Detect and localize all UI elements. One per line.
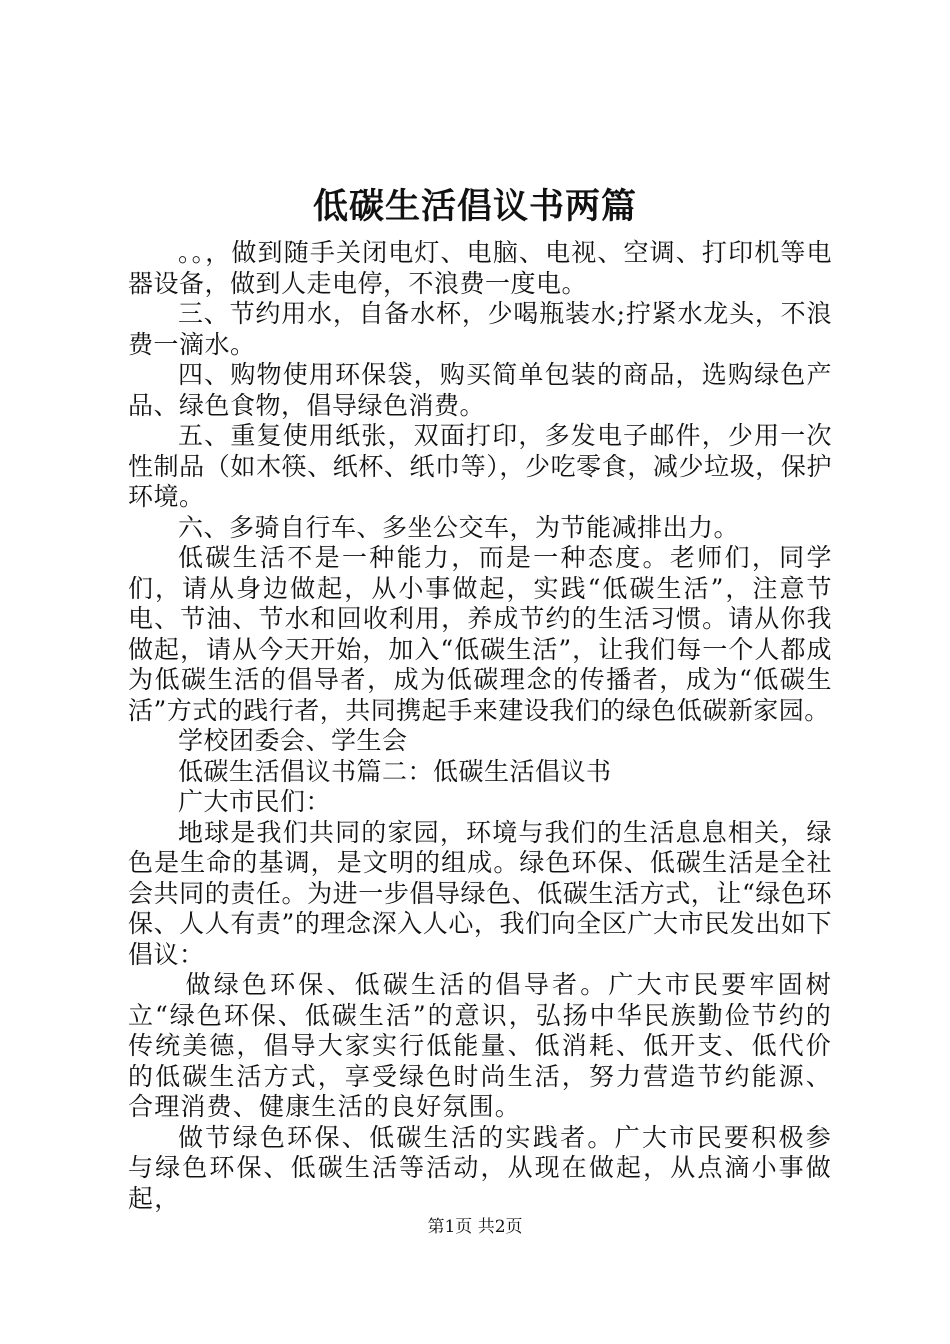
page-footer: 第1页 共2页 [427,1217,523,1237]
paragraph-11: 做绿色环保、低碳生活的倡导者。广大市民要牢固树立“绿色环保、低碳生活”的意识，弘扬中华民族勤俭节约的传统美德，倡导大家实行低能量、低消耗、低开支、低代价的低碳生活方式，享受绿色时尚生活，努力营造节约能源、合理消费、健康生活的良好氛围。 [128,970,832,1121]
paragraph-3: 四、购物使用环保袋，购买简单包装的商品，选购绿色产品、绿色食物，倡导绿色消费。 [128,360,832,420]
signature-line: 学校团委会、学生会 [178,726,408,755]
section-heading: 低碳生活倡议书篇二：低碳生活倡议书 [178,756,612,786]
document-title: 低碳生活倡议书两篇 [312,186,637,227]
paragraph-2: 三、节约用水，自备水杯，少喝瓶装水;拧紧水龙头，不浪费一滴水。 [128,299,832,359]
paragraph-10: 地球是我们共同的家园，环境与我们的生活息息相关，绿色是生命的基调，是文明的组成。绿色环保、低碳生活是全社会共同的责任。为进一步倡导绿色、低碳生活方式，让“绿色环保、人人有责”的理念深入人心，我们向全区广大市民发出如下倡议： [128,817,832,969]
paragraph-6: 低碳生活不是一种能力，而是一种态度。老师们，同学们，请从身边做起，从小事做起，实践“低碳生活”，注意节电、节油、节水和回收利用，养成节约的生活习惯。请从你我做起，请从今天开始，加入“低碳生活”，让我们每一个人都成为低碳生活的倡导者，成为低碳理念的传播者，成为“低碳生活”方式的践行者，共同携起手来建设我们的绿色低碳新家园。 [128,543,832,725]
paragraph-5: 六、多骑自行车、多坐公交车，为节能减排出力。 [178,512,740,542]
salutation: 广大市民们： [178,787,332,816]
paragraph-1: 。。，做到随手关闭电灯、电脑、电视、空调、打印机等电器设备，做到人走电停，不浪费一度电。 [128,238,832,298]
paragraph-12: 做节绿色环保、低碳生活的实践者。广大市民要积极参与绿色环保、低碳生活等活动，从现在做起，从点滴小事做起， [128,1122,832,1213]
document-body [128,238,832,1214]
paragraph-4: 五、重复使用纸张，双面打印，多发电子邮件，少用一次性制品（如木筷、纸杯、纸巾等），少吃零食，减少垃圾，保护环境。 [128,421,832,511]
